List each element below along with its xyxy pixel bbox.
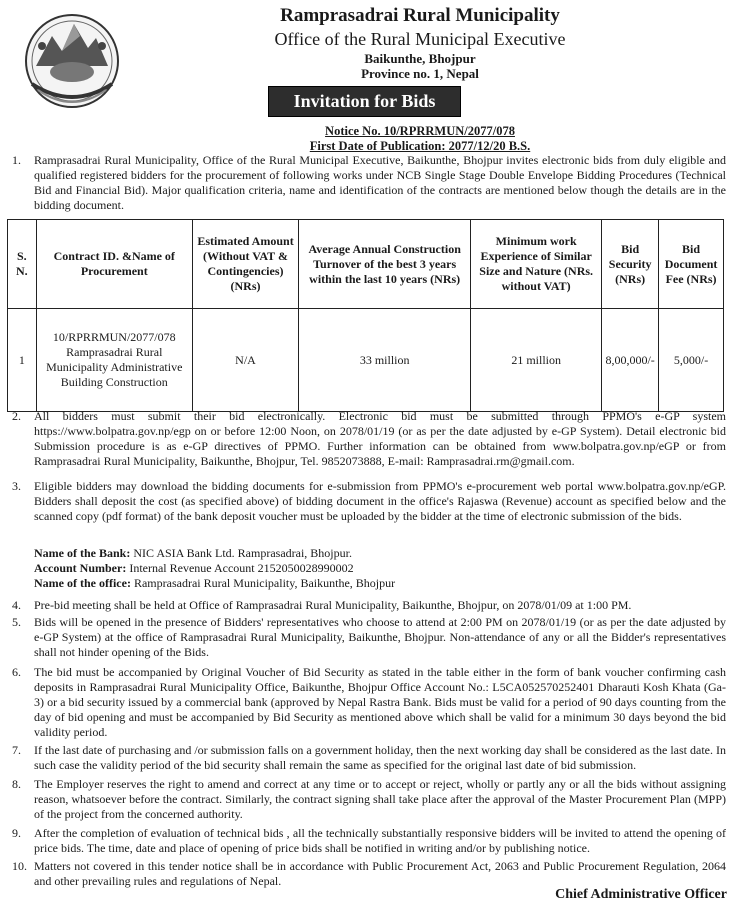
table-row [8, 309, 724, 412]
clause-number: 10. [12, 859, 27, 873]
clause-text: Ramprasadrai Rural Municipality, Office of the Rural Municipal Executive, Baikunthe, Bhojpur invites electronic bids from duly eligible and qualified registered bidders for the procurement of following works under NCB Single Stage Double Envelope Bidding Procedures (Technical Bid and Financial Bid). Major qualification criteria, name and identification of the contracts are mentioned below though the details are in the bidding document. [34, 153, 726, 212]
clause-3 [12, 479, 726, 524]
cell-turnover: 33 million [299, 309, 471, 412]
clause-text: If the last date of purchasing and /or submission falls on a government holiday, then the next working day shall be considered as the last date. In such case the validity period of the bid security shall remain the same as specified for the original last date of bid submission. [34, 743, 726, 772]
header-experience: Minimum work Experience of Similar Size and Nature (NRs. without VAT) [471, 220, 602, 309]
cell-experience: 21 million [471, 309, 602, 412]
header-sn: S. N. [8, 220, 37, 309]
clause-number: 5. [12, 615, 21, 629]
account-number-label: Account Number: [34, 561, 127, 575]
office-name: Office of the Rural Municipal Executive [274, 29, 566, 49]
header-amount: Estimated Amount (Without VAT & Contingencies) (NRs) [192, 220, 298, 309]
clause-number: 7. [12, 743, 21, 757]
office-name-line [34, 576, 395, 591]
province: Province no. 1, Nepal [361, 66, 479, 81]
clause-10 [12, 859, 726, 889]
bank-name-label: Name of the Bank: [34, 546, 131, 560]
clause-number: 1. [12, 153, 21, 167]
account-number-value: Internal Revenue Account 2152050028990002 [129, 561, 354, 575]
header-fee: Bid Document Fee (NRs) [659, 220, 724, 309]
clause-number: 9. [12, 826, 21, 840]
clause-text: The bid must be accompanied by Original Voucher of Bid Security as stated in the table either in the form of bank voucher confirming cash deposits in Ramprasadrai Rural Municipality Office, Baikunthe, Bhojpur Office Account No.: L5CA052570252401 Dharauti Kosh Khata (Ga-3) or a bid security issued by a commercial bank (approved by Nepal Rastra Bank. Bids must be valid for a period of 90 days counting from the day of bid opening and must be accompanied by Bid Security as mentioned above which shall be valid for a minimum 30 days beyond the bid validity period. [34, 665, 726, 739]
clause-9 [12, 826, 726, 856]
signatory-title: Chief Administrative Officer [555, 887, 727, 902]
office-location: Baikunthe, Bhojpur [364, 51, 476, 66]
clause-number: 2. [12, 409, 21, 423]
clause-1 [12, 153, 726, 213]
clause-8 [12, 777, 726, 822]
office-name-label: Name of the office: [34, 576, 131, 590]
clause-6 [12, 665, 726, 740]
header-turnover: Average Annual Construction Turnover of the best 3 years within the last 10 years (NRs) [299, 220, 471, 309]
clause-text: Pre-bid meeting shall be held at Office of Ramprasadrai Rural Municipality, Baikunthe, Bhojpur, on 2078/01/09 at 1:00 PM. [34, 598, 632, 612]
clause-text: All bidders must submit their bid electronically. Electronic bid must be submitted through PPMO's e-GP system https://www.bolpatra.gov.np/egp on or before 12:00 Noon, on 2078/01/19 (or as per the date adjusted by e-GP System). Detail electronic bid Submission procedure is as e-GP directives of PPMO. Further information can be obtained from www.bolpatra.gov.np/eGP or from Ramprasadrai Rural Municipality, Baikunthe, Bhojpur, Tel. 9852073888, E-mail: Ramprasadrai.rm@gmail.com. [34, 409, 726, 468]
cell-contract: 10/RPRRMUN/2077/078 Ramprasadrai Rural Municipality Administrative Building Construction [36, 309, 192, 412]
clause-5 [12, 615, 726, 660]
clause-text: Matters not covered in this tender notice shall be in accordance with Public Procurement Act, 2063 and Public Procurement Regulation, 2064 and other prevailing rules and regulations of Nepal. [34, 859, 726, 888]
clause-text: Bids will be opened in the presence of Bidders' representatives who choose to attend at 2:00 PM on 2078/01/19 (or as per the date adjusted by e-GP System) at the office of Ramprasadrai Rural Municipality, Baikunthe, Bhojpur. Non-attendance of any or all the Bidder's representatives shall not hinder opening of the Bids. [34, 615, 726, 659]
office-name-value: Ramprasadrai Rural Municipality, Baikunthe, Bhojpur [133, 576, 396, 590]
clause-text: Eligible bidders may download the bidding documents for e-submission from PPMO's e-procurement web portal www.bolpatra.gov.np/eGP. Bidders shall deposit the cost (as specified above) of bidding document in the office's Rajaswa (Revenue) account as specified below and the scanned copy (pdf format) of the bank deposit voucher must be uploaded by the bidder at the time of electronic submission of the bids. [34, 479, 726, 523]
clause-number: 4. [12, 598, 21, 612]
clause-number: 8. [12, 777, 21, 791]
invitation-banner: Invitation for Bids [268, 86, 461, 117]
bank-name-line [34, 546, 352, 561]
header-security: Bid Security (NRs) [602, 220, 659, 309]
publication-date: First Date of Publication: 2077/12/20 B.S. [309, 139, 531, 153]
cell-sn: 1 [8, 309, 37, 412]
notice-number: Notice No. 10/RPRRMUN/2077/078 [325, 124, 515, 138]
bank-name-value: NIC ASIA Bank Ltd. Ramprasadrai, Bhojpur. [133, 546, 352, 560]
clause-7 [12, 743, 726, 773]
header-contract: Contract ID. &Name of Procurement [36, 220, 192, 309]
clause-number: 3. [12, 479, 21, 493]
cell-fee: 5,000/- [659, 309, 724, 412]
contracts-table [7, 219, 724, 412]
cell-security: 8,00,000/- [602, 309, 659, 412]
clause-4 [12, 598, 726, 613]
cell-amount: N/A [192, 309, 298, 412]
nepal-government-emblem-icon [22, 6, 122, 114]
table-header-row [8, 220, 724, 309]
clause-2 [12, 409, 726, 469]
clause-text: The Employer reserves the right to amend and correct at any time or to accept or reject, wholly or partly any or all the bids without assigning reason, whatsoever before the contract. Similarly, the contract signing shall take place after the approval of the Master Procurement Plan (MPP) of the project from the concerned authority. [34, 777, 726, 821]
account-number-line [34, 561, 354, 576]
clause-number: 6. [12, 665, 21, 679]
organization-name: Ramprasadrai Rural Municipality [280, 5, 560, 26]
clause-text: After the completion of evaluation of technical bids , all the technically substantially responsive bidders will be invited to attend the opening of price bids. The time, date and place of opening of price bids shall be notified in writing and/or by publishing notice. [34, 826, 726, 855]
